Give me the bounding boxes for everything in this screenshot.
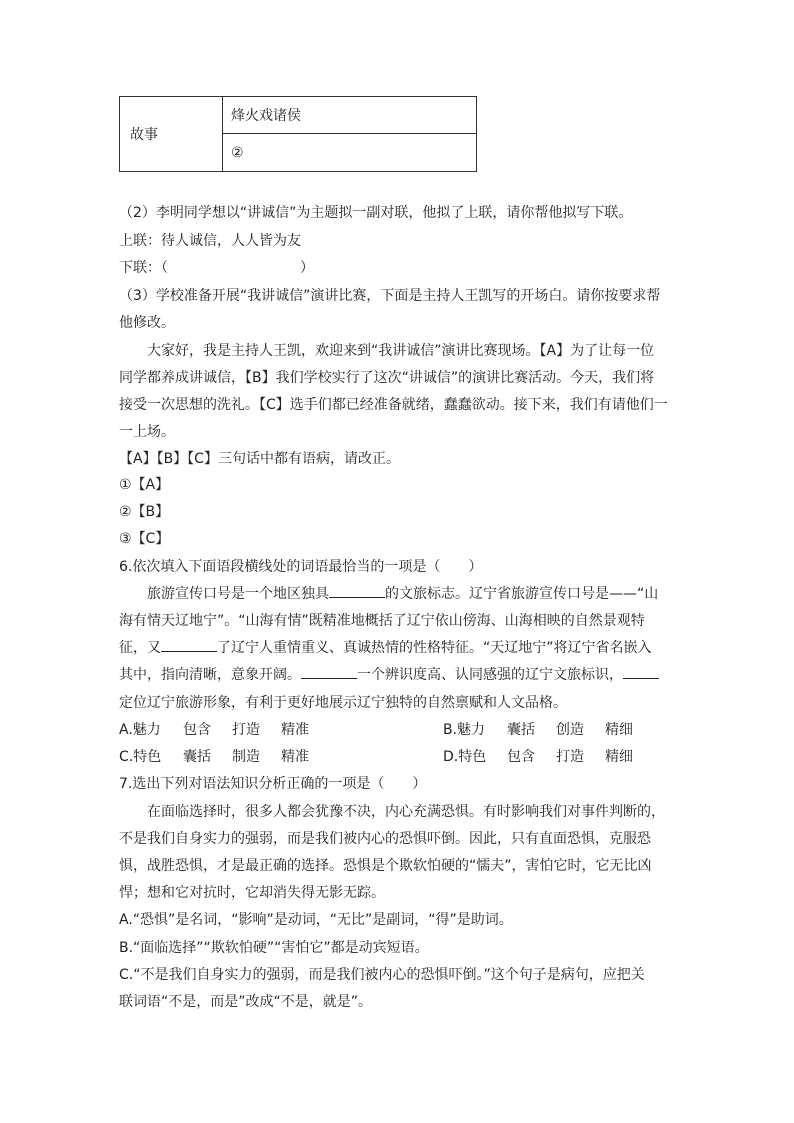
- q5-2-upper: 上联：待人诚信，人人皆为友: [119, 233, 301, 249]
- q5-3-answer-a: ①【A】: [119, 477, 170, 493]
- q7-passage-1: 在面临选择时，很多人都会犹豫不决，内心充满恐惧。有时影响我们对事件判断的，: [147, 804, 665, 820]
- q6-option-c-1: C.特色: [119, 749, 162, 765]
- story-table: [119, 96, 477, 172]
- q6-option-b-2: 囊括: [507, 722, 535, 738]
- q6-p3-before: 征，又: [119, 640, 161, 656]
- q5-3-passage-4: 一上场。: [119, 424, 175, 440]
- q6-option-c-2: 囊括: [183, 749, 211, 765]
- q5-3-instruction: 【A】【B】【C】三句话中都有语病，请改正。: [119, 451, 400, 467]
- table-row-2: [223, 134, 477, 172]
- q5-2-lower-prefix: 下联：（: [119, 260, 168, 276]
- q6-p4: 其中，指向清晰，意象开阔。: [119, 667, 301, 683]
- q6-option-b-3: 创造: [556, 722, 584, 738]
- q6-option-d-3: 打造: [556, 749, 584, 765]
- q7-option-c-line-1[interactable]: C.“不是我们自身实力的强弱，而是我们被内心的恐惧吓倒。”这个句子是病句，应把关: [119, 967, 645, 983]
- q6-p1-before: 旅游宣传口号是一个地区独具: [147, 586, 329, 602]
- q6-blank-2[interactable]: [161, 637, 217, 652]
- q6-option-d-1: D.特色: [443, 749, 487, 765]
- q6-blank-4[interactable]: [623, 664, 659, 679]
- q6-option-c-3: 制造: [232, 749, 260, 765]
- q6-passage-5: 定位辽宁旅游形象，有利于更好地展示辽宁独特的自然禀赋和人文品格。: [119, 695, 567, 711]
- q6-option-a-3: 打造: [232, 722, 260, 738]
- q6-option-d-4: 精细: [605, 749, 633, 765]
- q7-option-a[interactable]: A.“恐惧”是名词，“影响”是动词，“无比”是副词，“得”是助词。: [119, 912, 513, 928]
- q6-option-c[interactable]: [119, 746, 309, 766]
- q6-blank-3[interactable]: [301, 664, 357, 679]
- q6-passage-2: 海有情天辽地宁”。“山海有情”既精准地概括了辽宁依山傍海、山海相映的自然景观特: [119, 613, 645, 629]
- q6-passage-3: [119, 637, 652, 657]
- q7-option-c-line-2[interactable]: 联词语“不是，而是”改成“不是，就是”。: [119, 994, 373, 1010]
- q6-blank-1[interactable]: [329, 583, 385, 598]
- q5-3-answer-c: ③【C】: [119, 531, 170, 547]
- q6-p4-after: 一个辨识度高、认同感强的辽宁文旅标识，: [357, 667, 623, 683]
- q7-option-b[interactable]: B.“面临选择”“欺软怕硬”“害怕它”都是动宾短语。: [119, 940, 429, 956]
- q6-option-a-1: A.魅力: [119, 722, 161, 738]
- table-label: 故事: [130, 127, 158, 143]
- q6-passage-4: [119, 664, 659, 684]
- q7-passage-4: 悍；想和它对抗时，它却消失得无影无踪。: [119, 885, 385, 901]
- q5-2-lower: [119, 257, 314, 277]
- q5-3-prompt-1: （3）学校准备开展“我讲诚信”演讲比赛，下面是主持人王凯写的开场白。请你按要求帮: [119, 288, 661, 304]
- table-row-1: [223, 97, 477, 134]
- q5-2-prompt: （2）李明同学想以“讲诚信”为主题拟一副对联，他拟了上联，请你帮他拟写下联。: [119, 205, 633, 221]
- q6-p1-after: 的文旅标志。辽宁省旅游宣传口号是——“山: [385, 586, 659, 602]
- q5-3-passage-1: 大家好，我是主持人王凯，欢迎来到“我讲诚信”演讲比赛现场。【A】为了让每一位: [147, 343, 655, 359]
- q6-option-d[interactable]: [443, 746, 633, 766]
- q6-stem: 6.依次填入下面语段横线处的词语最恰当的一项是（ ）: [119, 559, 483, 575]
- q5-3-answer-b: ②【B】: [119, 504, 170, 520]
- q5-3-passage-2: 同学都养成讲诚信，【B】我们学校实行了这次“讲诚信”的演讲比赛活动。今天，我们将: [119, 370, 655, 386]
- q6-option-c-4: 精准: [281, 749, 309, 765]
- q6-option-b[interactable]: [443, 719, 633, 739]
- table-label-cell: [120, 97, 223, 172]
- q6-passage-1: [147, 583, 658, 603]
- q6-p3-after: 了辽宁人重情重义、真诚热情的性格特征。“天辽地宁”将辽宁省名嵌入: [217, 640, 652, 656]
- q7-stem: 7.选出下列对语法知识分析正确的一项是（ ）: [119, 776, 427, 792]
- q7-passage-2: 不是我们自身实力的强弱，而是我们被内心的恐惧吓倒。因此，只有直面恐惧，克服恐: [119, 831, 651, 847]
- q5-3-prompt-2: 他修改。: [119, 315, 175, 331]
- table-row-1-text: 烽火戏诸侯: [231, 108, 301, 124]
- q6-option-a-2: 包含: [183, 722, 211, 738]
- q6-option-a[interactable]: [119, 719, 309, 739]
- q5-2-lower-suffix: ）: [300, 260, 314, 276]
- table-row-2-text: ②: [231, 144, 244, 161]
- q6-option-a-4: 精准: [281, 722, 309, 738]
- q5-3-passage-3: 接受一次思想的洗礼。【C】选手们都已经准备就绪，蠢蠢欲动。接下来，我们有请他们一: [119, 397, 668, 413]
- q7-passage-3: 惧，战胜恐惧，才是最正确的选择。恐惧是个欺软怕硬的“懦夫”，害怕它时，它无比凶: [119, 858, 652, 874]
- q6-option-d-2: 包含: [507, 749, 535, 765]
- q6-option-b-1: B.魅力: [443, 722, 486, 738]
- q6-option-b-4: 精细: [605, 722, 633, 738]
